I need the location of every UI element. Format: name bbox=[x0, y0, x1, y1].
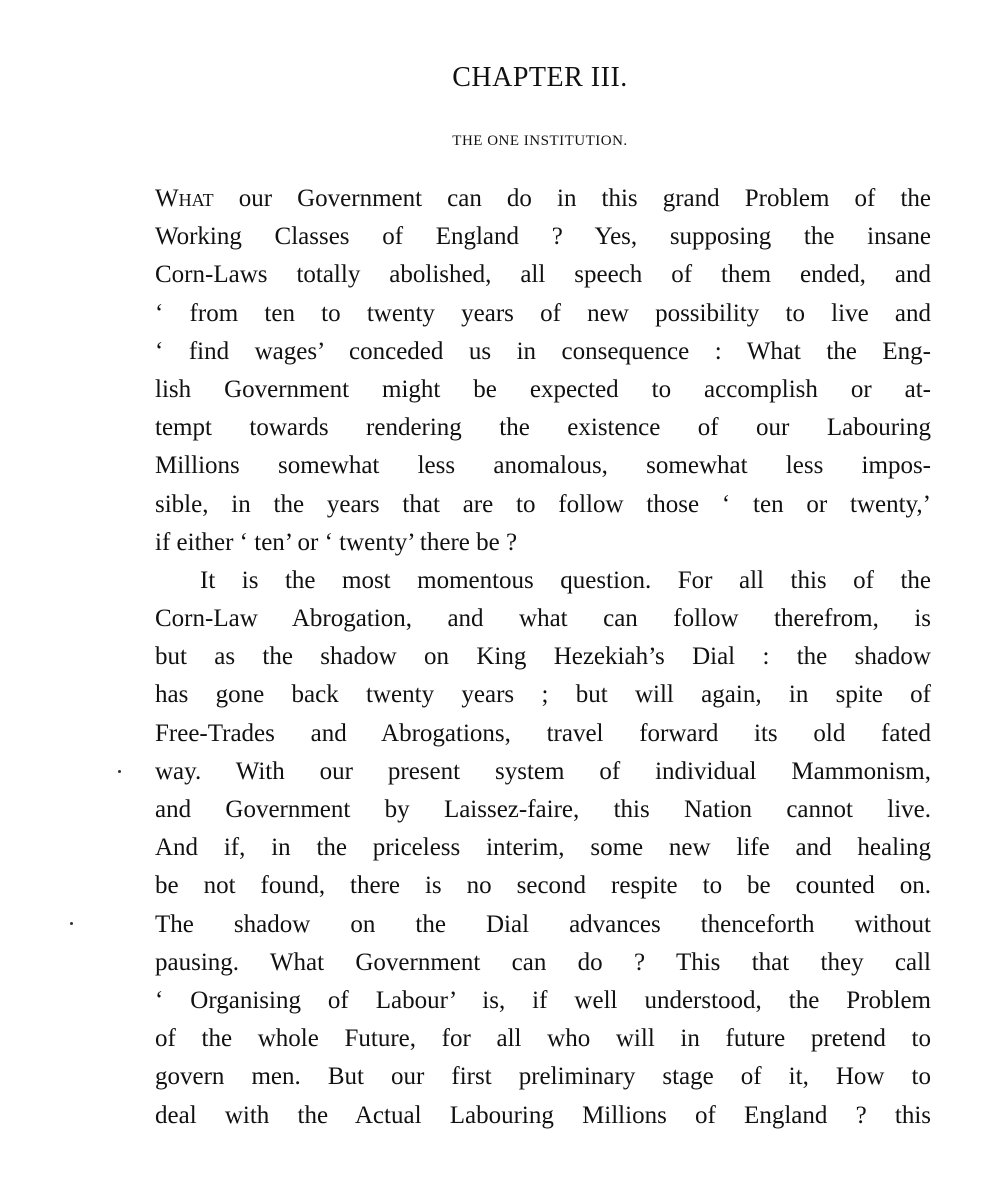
text-line: sible, in the years that are to follow those ‘ ten or twenty,’ bbox=[155, 490, 931, 518]
text-line: It is the most momentous question. For all this of the bbox=[200, 566, 931, 594]
text-line: ‘ from ten to twenty years of new possibility to live and bbox=[155, 299, 931, 327]
text-line: ‘ Organising of Labour’ is, if well understood, the Problem bbox=[155, 986, 931, 1014]
opening-word: What bbox=[155, 185, 214, 212]
text-line: Corn-Laws totally abolished, all speech of them ended, and bbox=[155, 261, 931, 289]
text-line: deal with the Actual Labouring Millions of England ? this bbox=[155, 1101, 931, 1129]
text-line: ‘ find wages’ conceded us in consequence : What the Eng- bbox=[155, 337, 931, 365]
page-body bbox=[155, 180, 931, 1135]
text-line: And if, in the priceless interim, some new life and healing bbox=[155, 834, 931, 862]
margin-dot bbox=[70, 922, 73, 925]
text-line: pausing. What Government can do ? This that they call bbox=[155, 948, 931, 976]
margin-dot bbox=[118, 770, 121, 773]
text-line: has gone back twenty years ; but will again, in spite of bbox=[155, 681, 931, 709]
section-title: THE ONE INSTITUTION. bbox=[452, 133, 628, 149]
text-line: Millions somewhat less anomalous, somewhat less impos- bbox=[155, 452, 931, 480]
chapter-title: CHAPTER III. bbox=[452, 62, 628, 93]
text-line: Working Classes of England ? Yes, supposing the insane bbox=[155, 223, 931, 251]
text-line: but as the shadow on King Hezekiah’s Dial : the shadow bbox=[155, 643, 931, 671]
text-line: The shadow on the Dial advances thenceforth without bbox=[155, 910, 931, 938]
text-line: be not found, there is no second respite to be counted on. bbox=[155, 872, 931, 900]
text-line: way. With our present system of individual Mammonism, bbox=[155, 757, 931, 785]
text-line: if either ‘ ten’ or ‘ twenty’ there be ? bbox=[155, 528, 518, 556]
text-line: tempt towards rendering the existence of our Labouring bbox=[155, 414, 931, 442]
text-line: Corn-Law Abrogation, and what can follow therefrom, is bbox=[155, 605, 931, 633]
text-line: lish Government might be expected to accomplish or at- bbox=[155, 375, 931, 403]
text-line: of the whole Future, for all who will in future pretend to bbox=[155, 1025, 931, 1053]
text-line: govern men. But our first preliminary stage of it, How to bbox=[155, 1063, 931, 1091]
text-line: What our Government can do in this grand Problem of the bbox=[155, 185, 931, 212]
text-line: and Government by Laissez-faire, this Nation cannot live. bbox=[155, 796, 931, 823]
text-line: Free-Trades and Abrogations, travel forward its old fated bbox=[155, 719, 931, 747]
